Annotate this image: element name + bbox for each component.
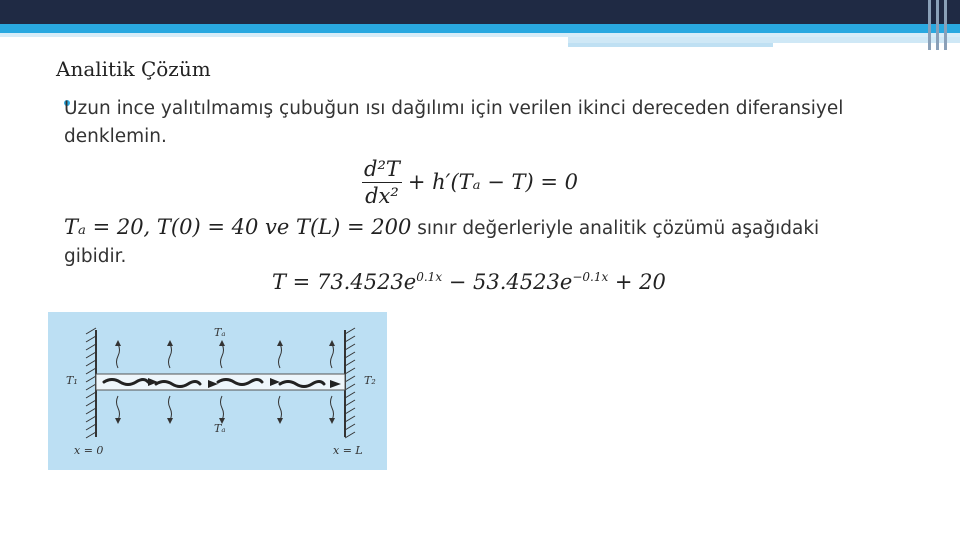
equation-rest: + h′(Tₐ − T) = 0 xyxy=(407,170,578,194)
derivative-fraction xyxy=(362,157,402,208)
solution-rhs: + 20 xyxy=(608,270,666,294)
fraction-denominator: dx² xyxy=(365,183,399,208)
t2-label: T₂ xyxy=(364,374,376,387)
paragraph-2-text: sınır değerleriyle analitik çözümü aşağıdaki gibidir. xyxy=(64,218,820,267)
top-banner xyxy=(0,0,960,50)
solution-exp1: 0.1x xyxy=(416,270,443,284)
banner-blue-strip xyxy=(0,24,960,33)
analytic-solution xyxy=(272,270,666,294)
banner-light-strip-3 xyxy=(568,43,773,47)
slide-title: Analitik Çözüm xyxy=(56,57,211,81)
t1-label: T₁ xyxy=(66,374,78,387)
rod-heat-diagram xyxy=(48,312,387,470)
boundary-conditions: Tₐ = 20, T(0) = 40 ve T(L) = 200 xyxy=(64,215,412,239)
paragraph-2 xyxy=(64,213,884,271)
paragraph-1: Uzun ince yalıtılmamış çubuğun ısı dağılımı için verilen ikinci dereceden diferansiyel denklemin. xyxy=(64,98,844,147)
xl-label: x = L xyxy=(333,444,363,457)
solution-exp2: −0.1x xyxy=(572,270,609,284)
banner-decorative-bars xyxy=(928,0,950,50)
x0-label: x = 0 xyxy=(74,444,104,457)
solution-lhs: T = 73.4523e xyxy=(272,270,417,294)
differential-equation xyxy=(362,152,578,212)
ta-bottom-label: Tₐ xyxy=(214,422,226,435)
solution-mid: − 53.4523e xyxy=(442,270,573,294)
fraction-numerator: d²T xyxy=(364,156,400,181)
banner-dark-strip xyxy=(0,0,960,24)
ta-top-label: Tₐ xyxy=(214,326,226,339)
